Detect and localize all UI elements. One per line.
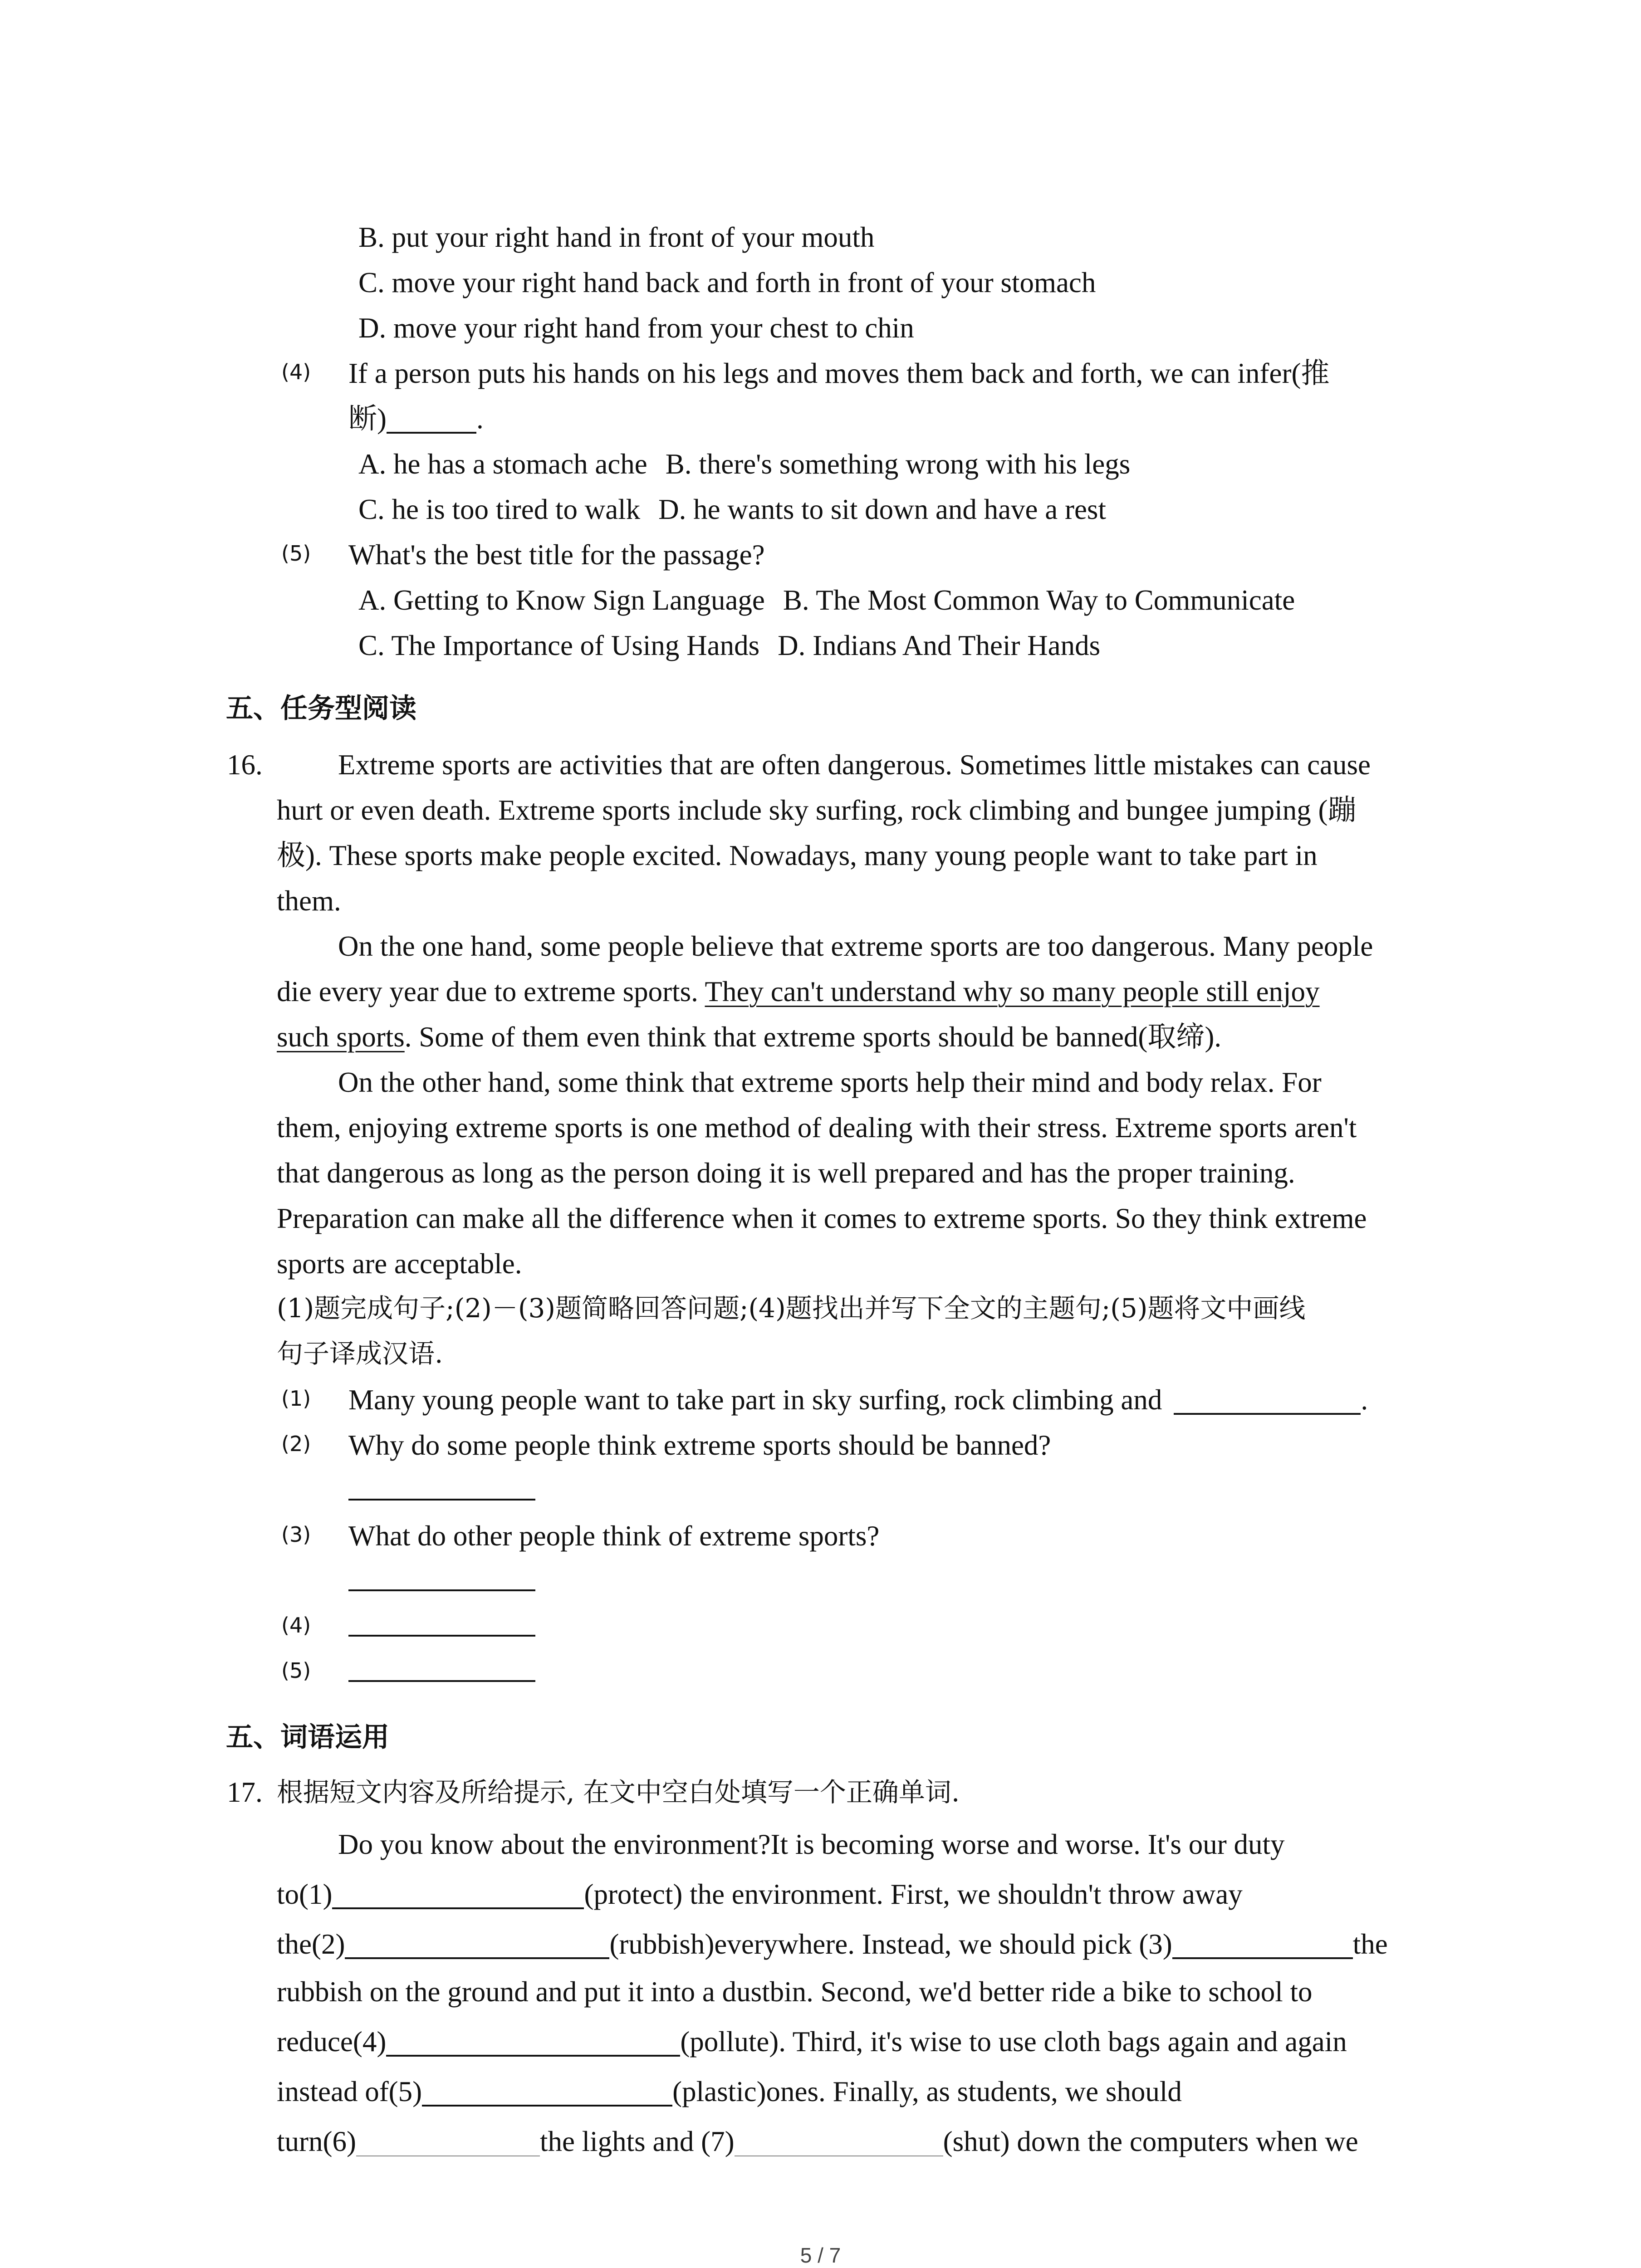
q17-passage-line	[277, 1880, 1243, 1909]
q16-sub1	[348, 1386, 1368, 1415]
q16-sub5-number: (5)	[281, 1658, 311, 1683]
q4-option-d: D. he wants to sit down and have a rest	[658, 494, 1106, 525]
q16-p1-line: them.	[277, 885, 341, 917]
q4-stem-part: 断)	[348, 403, 387, 435]
q5-option-a: A. Getting to Know Sign Language	[358, 584, 765, 616]
q16-sub4-number: (4)	[281, 1613, 311, 1637]
q4-stem-end: .	[476, 403, 484, 435]
q17-passage-line	[277, 2028, 1347, 2057]
q17-passage-line	[277, 1930, 1388, 1959]
q17-text: to(1)	[277, 1878, 333, 1910]
q16-p3-line: sports are acceptable.	[277, 1248, 522, 1280]
q16-p1-line: hurt or even death. Extreme sports include sky surfing, rock climbing and bungee jumping (蹦	[277, 794, 1357, 826]
q16-sub2-question: Why do some people think extreme sports should be banned?	[348, 1429, 1051, 1461]
q4-number: (4)	[281, 360, 311, 384]
q17-text: turn(6)	[277, 2126, 356, 2157]
q17-blank-6[interactable]	[356, 2128, 540, 2156]
q16-p1-line: 极). These sports make people excited. Nowadays, many young people want to take part in	[277, 840, 1318, 871]
q5-option-d: D. Indians And Their Hands	[778, 630, 1101, 661]
q16-p2-text: die every year due to extreme sports.	[277, 976, 705, 1007]
q17-blank-7[interactable]	[735, 2128, 943, 2156]
q16-sub3-answer-blank[interactable]	[348, 1589, 535, 1591]
q17-text: the lights and (7)	[539, 2126, 735, 2157]
q16-sub3-question: What do other people think of extreme sports?	[348, 1520, 880, 1552]
q17-blank-1[interactable]	[332, 1880, 584, 1909]
q16-instruction: 句子译成汉语.	[277, 1338, 443, 1369]
q17-text: instead of(5)	[277, 2076, 422, 2107]
q16-p1-line: Extreme sports are activities that are often dangerous. Sometimes little mistakes can cause	[338, 749, 1371, 781]
q17-instruction: 根据短文内容及所给提示, 在文中空白处填写一个正确单词.	[277, 1777, 960, 1808]
q4-answer-blank[interactable]	[387, 405, 476, 434]
q3-option-c: C. move your right hand back and forth in front of your stomach	[358, 267, 1096, 298]
q17-text: (plastic)ones. Finally, as students, we should	[672, 2076, 1182, 2107]
q16-instruction: (1)题完成句子;(2)－(3)题简略回答问题;(4)题找出并写下全文的主题句;(5)题将文中画线	[277, 1293, 1306, 1324]
q17-passage-line	[277, 2127, 1358, 2156]
q3-option-d: D. move your right hand from your chest to chin	[358, 312, 914, 344]
q16-p2-line: On the one hand, some people believe that extreme sports are too dangerous. Many people	[338, 930, 1373, 962]
q16-sub1-text: Many young people want to take part in sky surfing, rock climbing and	[348, 1384, 1162, 1416]
q16-underlined-sentence-end: such sports	[277, 1021, 405, 1053]
q3-option-b: B. put your right hand in front of your mouth	[358, 221, 875, 253]
q4-options-cd	[358, 495, 1106, 524]
q17-number: 17.	[227, 1776, 263, 1808]
q4-stem: If a person puts his hands on his legs and moves them back and forth, we can infer(推	[348, 357, 1330, 389]
q17-text: reduce(4)	[277, 2026, 387, 2058]
q16-sub4-answer-blank[interactable]	[348, 1635, 535, 1637]
q16-p3-line: that dangerous as long as the person doing it is well prepared and has the proper training.	[277, 1157, 1295, 1189]
q4-option-b: B. there's something wrong with his legs	[665, 448, 1131, 480]
q16-sub2-answer-blank[interactable]	[348, 1499, 535, 1501]
q4-option-a: A. he has a stomach ache	[358, 448, 647, 480]
q17-text: the(2)	[277, 1928, 345, 1960]
q16-sub5-answer-blank[interactable]	[348, 1680, 535, 1682]
q17-blank-4[interactable]	[386, 2028, 680, 2057]
q17-blank-3[interactable]	[1172, 1930, 1353, 1959]
q16-number: 16.	[227, 749, 263, 781]
section-heading-task-reading: 五、任务型阅读	[226, 693, 416, 724]
q16-p3-line: On the other hand, some think that extreme sports help their mind and body relax. For	[338, 1066, 1322, 1098]
q17-passage-line: Do you know about the environment?It is becoming worse and worse. It's our duty	[338, 1828, 1285, 1860]
q17-passage-line: rubbish on the ground and put it into a dustbin. Second, we'd better ride a bike to school to	[277, 1976, 1313, 2008]
q5-option-b: B. The Most Common Way to Communicate	[783, 584, 1295, 616]
q4-options-ab	[358, 450, 1130, 479]
q17-text: (shut) down the computers when we	[943, 2126, 1358, 2157]
q17-text: (protect) the environment. First, we shouldn't throw away	[584, 1878, 1243, 1910]
q16-sub3-number: (3)	[281, 1522, 311, 1547]
q4-stem-continued	[348, 405, 484, 434]
q16-underlined-sentence: They can't understand why so many people still enjoy	[705, 976, 1320, 1007]
page-number: 5 / 7	[800, 2244, 841, 2267]
q17-blank-2[interactable]	[345, 1930, 609, 1959]
q17-blank-5[interactable]	[422, 2077, 672, 2107]
q4-option-c: C. he is too tired to walk	[358, 494, 641, 525]
q16-p3-line: Preparation can make all the difference when it comes to extreme sports. So they think extreme	[277, 1202, 1367, 1234]
section-heading-word-usage: 五、词语运用	[226, 1721, 389, 1753]
q16-sub2-number: (2)	[281, 1432, 311, 1456]
q17-text: (rubbish)everywhere. Instead, we should pick (3)	[609, 1928, 1172, 1960]
q16-p2-line	[277, 1023, 1221, 1051]
q17-text: (pollute). Third, it's wise to use cloth bags again and again	[680, 2026, 1347, 2058]
q5-options-cd	[358, 631, 1100, 660]
q16-p2-line	[277, 978, 1320, 1006]
q16-sub1-answer-blank[interactable]	[1174, 1386, 1361, 1415]
q17-passage-line	[277, 2077, 1182, 2107]
q16-p3-line: them, enjoying extreme sports is one method of dealing with their stress. Extreme sports aren't	[277, 1112, 1357, 1144]
q5-stem: What's the best title for the passage?	[348, 539, 765, 571]
q16-p2-text: . Some of them even think that extreme sports should be banned(取缔).	[404, 1021, 1222, 1053]
q16-sub1-number: (1)	[281, 1386, 311, 1411]
q5-option-c: C. The Importance of Using Hands	[358, 630, 760, 661]
q5-options-ab	[358, 586, 1295, 615]
q17-text: the	[1352, 1928, 1388, 1960]
q16-sub1-end: .	[1361, 1384, 1368, 1416]
q5-number: (5)	[281, 541, 311, 566]
